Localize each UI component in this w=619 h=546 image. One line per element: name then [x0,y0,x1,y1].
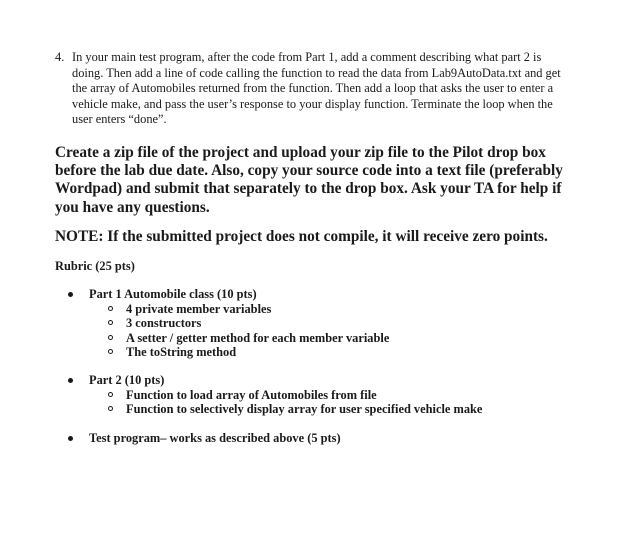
hollow-bullet-icon [108,392,113,397]
submission-paragraph: Create a zip file of the project and upload your zip file to the Pilot drop box before the lab due date. Also, copy your source code into a text file (preferably Wordpad) and submit that separately to the drop box. Ask your TA for help if you have any questions. [55,144,563,216]
rubric-subitem [68,302,588,317]
hollow-bullet-icon [108,406,113,411]
rubric-list-part2 [68,373,588,417]
rubric-list-part3 [68,431,588,446]
instruction-item-text: In your main test program, after the code from Part 1, add a comment describing what part 2 is doing. Then add a line of code calling the function to read the data from Lab9AutoData.txt and get the array of Automobiles returned from the function. Then add a loop that asks the user to enter a vehicle make, and pass the user’s response to your display function. Terminate the loop when the user enters “done”. [72,50,561,126]
rubric-item [68,373,588,417]
hollow-bullet-icon [108,320,113,325]
note-paragraph: NOTE: If the submitted project does not compile, it will receive zero points. [55,228,548,245]
rubric-subitem-label: Function to load array of Automobiles from file [126,387,377,402]
rubric-sublist [68,302,588,360]
bullet-icon [68,436,73,441]
rubric-subitem [68,331,588,346]
rubric-item-label: Test program– works as described above (5 pts) [89,431,341,445]
rubric-subitem [68,402,588,417]
bullet-icon [68,378,73,383]
rubric-sublist [68,388,588,417]
rubric-subitem-label: 4 private member variables [126,301,272,316]
rubric-title: Rubric (25 pts) [55,259,135,273]
bullet-icon [68,292,73,297]
hollow-bullet-icon [108,335,113,340]
rubric-subitem [68,345,588,360]
rubric-item [68,287,588,360]
rubric-subitem-label: 3 constructors [126,316,202,330]
rubric-subitem-label: Function to selectively display array for user specified vehicle make [126,402,483,416]
rubric-item-label: Part 2 (10 pts) [89,373,165,387]
rubric-subitem-label: A setter / getter method for each member variable [126,330,390,345]
rubric-subitem [68,388,588,403]
rubric-list-part1 [68,287,588,360]
rubric-item [68,431,588,446]
instruction-item-4 [55,50,575,128]
hollow-bullet-icon [108,349,113,354]
hollow-bullet-icon [108,306,113,311]
rubric-subitem-label: The toString method [126,345,237,359]
instruction-item-number: 4. [55,50,65,64]
rubric-item-label: Part 1 Automobile class (10 pts) [89,287,257,301]
rubric-subitem [68,316,588,331]
